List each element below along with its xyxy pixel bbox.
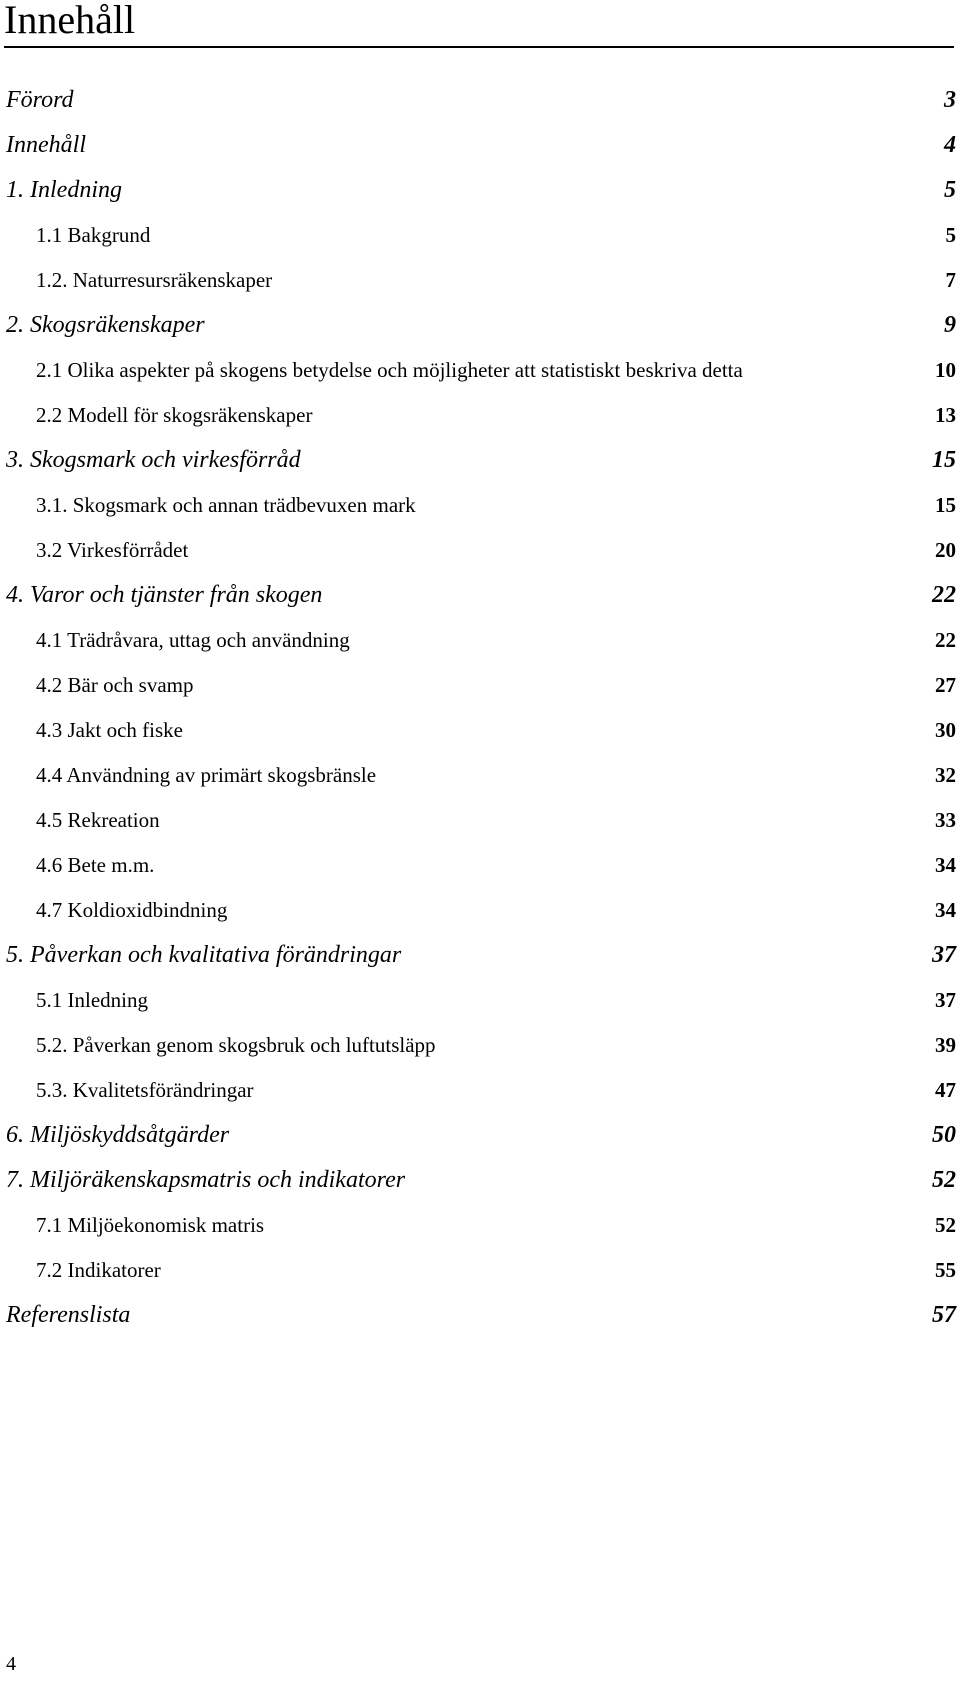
toc-entry[interactable] [0, 305, 960, 350]
toc-entry-page: 50 [932, 1122, 956, 1148]
toc-entry[interactable] [0, 665, 960, 710]
toc-entry-page: 32 [935, 763, 956, 787]
toc-entry-page: 30 [935, 718, 956, 742]
page-title: Innehåll [4, 0, 136, 42]
toc-entry-title: 3.1. Skogsmark och annan trädbevuxen mark [36, 493, 416, 517]
toc-entry[interactable] [0, 395, 960, 440]
toc-entry-page: 34 [935, 853, 956, 877]
toc-entry-page: 22 [932, 582, 956, 608]
toc-entry-page: 4 [944, 132, 956, 158]
toc-entry-title: 4.6 Bete m.m. [36, 853, 155, 877]
toc-entry[interactable] [0, 1070, 960, 1115]
toc-entry[interactable] [0, 845, 960, 890]
toc-entry-title: 4.1 Trädråvara, uttag och användning [36, 628, 350, 652]
toc-entry-page: 15 [935, 493, 956, 517]
toc-entry-page: 57 [932, 1302, 956, 1328]
toc-entry[interactable] [0, 530, 960, 575]
toc-entry-page: 3 [944, 87, 956, 113]
toc-entry-title: 5.1 Inledning [36, 988, 148, 1012]
toc-entry-page: 37 [935, 988, 956, 1012]
toc-entry[interactable] [0, 1115, 960, 1160]
toc-entry-page: 37 [932, 942, 956, 968]
toc-entry[interactable] [0, 1160, 960, 1205]
toc-entry-title: 4.4 Användning av primärt skogsbränsle [36, 763, 377, 787]
toc-entry-page: 5 [944, 177, 956, 203]
toc-entry[interactable] [0, 935, 960, 980]
toc-entry-page: 52 [935, 1213, 956, 1237]
toc-entry-title: 3. Skogsmark och virkesförråd [6, 447, 301, 473]
toc-entry[interactable] [0, 215, 960, 260]
toc-entry-title: 4.5 Rekreation [36, 808, 160, 832]
toc-entry-title: 1. Inledning [6, 177, 122, 203]
toc-entry-page: 20 [935, 538, 956, 562]
toc-entry-title: 4.2 Bär och svamp [36, 673, 194, 697]
toc-entry-page: 33 [935, 808, 956, 832]
toc-entry[interactable] [0, 620, 960, 665]
toc-entry-title: 5. Påverkan och kvalitativa förändringar [6, 942, 402, 968]
heading-rule [4, 46, 954, 48]
toc-entry-title: Innehåll [6, 132, 86, 158]
toc-entry-page: 10 [935, 358, 956, 382]
toc-entry-title: 7.1 Miljöekonomisk matris [36, 1213, 265, 1237]
toc-entry[interactable] [0, 1025, 960, 1070]
toc-entry-page: 7 [945, 268, 956, 292]
toc-entry[interactable] [0, 980, 960, 1025]
toc-entry-title: Referenslista [6, 1302, 131, 1328]
toc-entry-page: 52 [932, 1167, 956, 1193]
toc-entry-page: 13 [935, 403, 956, 427]
toc-entry-title: 7.2 Indikatorer [36, 1258, 161, 1282]
toc-entry[interactable] [0, 575, 960, 620]
toc-entry[interactable] [0, 890, 960, 935]
toc-entry-title: 1.1 Bakgrund [36, 223, 151, 247]
toc-entry[interactable] [0, 80, 960, 125]
toc-entry[interactable] [0, 1205, 960, 1250]
toc-entry-page: 27 [935, 673, 956, 697]
toc-entry[interactable] [0, 170, 960, 215]
toc-entry[interactable] [0, 260, 960, 305]
toc-entry[interactable] [0, 125, 960, 170]
toc-entry-title: 4.3 Jakt och fiske [36, 718, 183, 742]
toc-entry-title: 5.2. Påverkan genom skogsbruk och luftutsläpp [36, 1033, 436, 1057]
toc-entry[interactable] [0, 485, 960, 530]
toc-entry[interactable] [0, 800, 960, 845]
toc-entry-page: 9 [944, 312, 956, 338]
toc-entry-page: 15 [932, 447, 956, 473]
toc-entry-page: 5 [945, 223, 956, 247]
toc-entry-title: 4.7 Koldioxidbindning [36, 898, 228, 922]
toc-entry[interactable] [0, 710, 960, 755]
toc-entry-title: 2.1 Olika aspekter på skogens betydelse och möjligheter att statistiskt beskriva detta [36, 358, 743, 382]
toc-entry-title: 4. Varor och tjänster från skogen [6, 582, 323, 608]
toc-entry-title: 5.3. Kvalitetsförändringar [36, 1078, 254, 1102]
toc-entry-title: 2.2 Modell för skogsräkenskaper [36, 403, 313, 427]
toc-entry-page: 55 [935, 1258, 956, 1282]
toc-entry-title: 3.2 Virkesförrådet [36, 538, 189, 562]
toc-entry-title: 6. Miljöskyddsåtgärder [6, 1122, 230, 1148]
toc-entry-title: 2. Skogsräkenskaper [6, 312, 205, 338]
toc-entry[interactable] [0, 350, 960, 395]
toc-entry-title: 7. Miljöräkenskapsmatris och indikatorer [6, 1167, 406, 1193]
toc-entry-page: 39 [935, 1033, 956, 1057]
toc-entry-page: 22 [935, 628, 956, 652]
page-number: 4 [6, 1653, 16, 1675]
toc-entry-title: Förord [6, 87, 74, 113]
toc-entry[interactable] [0, 1295, 960, 1340]
toc-entry[interactable] [0, 440, 960, 485]
toc-entry-page: 47 [935, 1078, 956, 1102]
toc-entry[interactable] [0, 1250, 960, 1295]
toc-entry[interactable] [0, 755, 960, 800]
toc-entry-page: 34 [935, 898, 956, 922]
toc-entry-title: 1.2. Naturresursräkenskaper [36, 268, 273, 292]
table-of-contents [0, 80, 960, 1340]
